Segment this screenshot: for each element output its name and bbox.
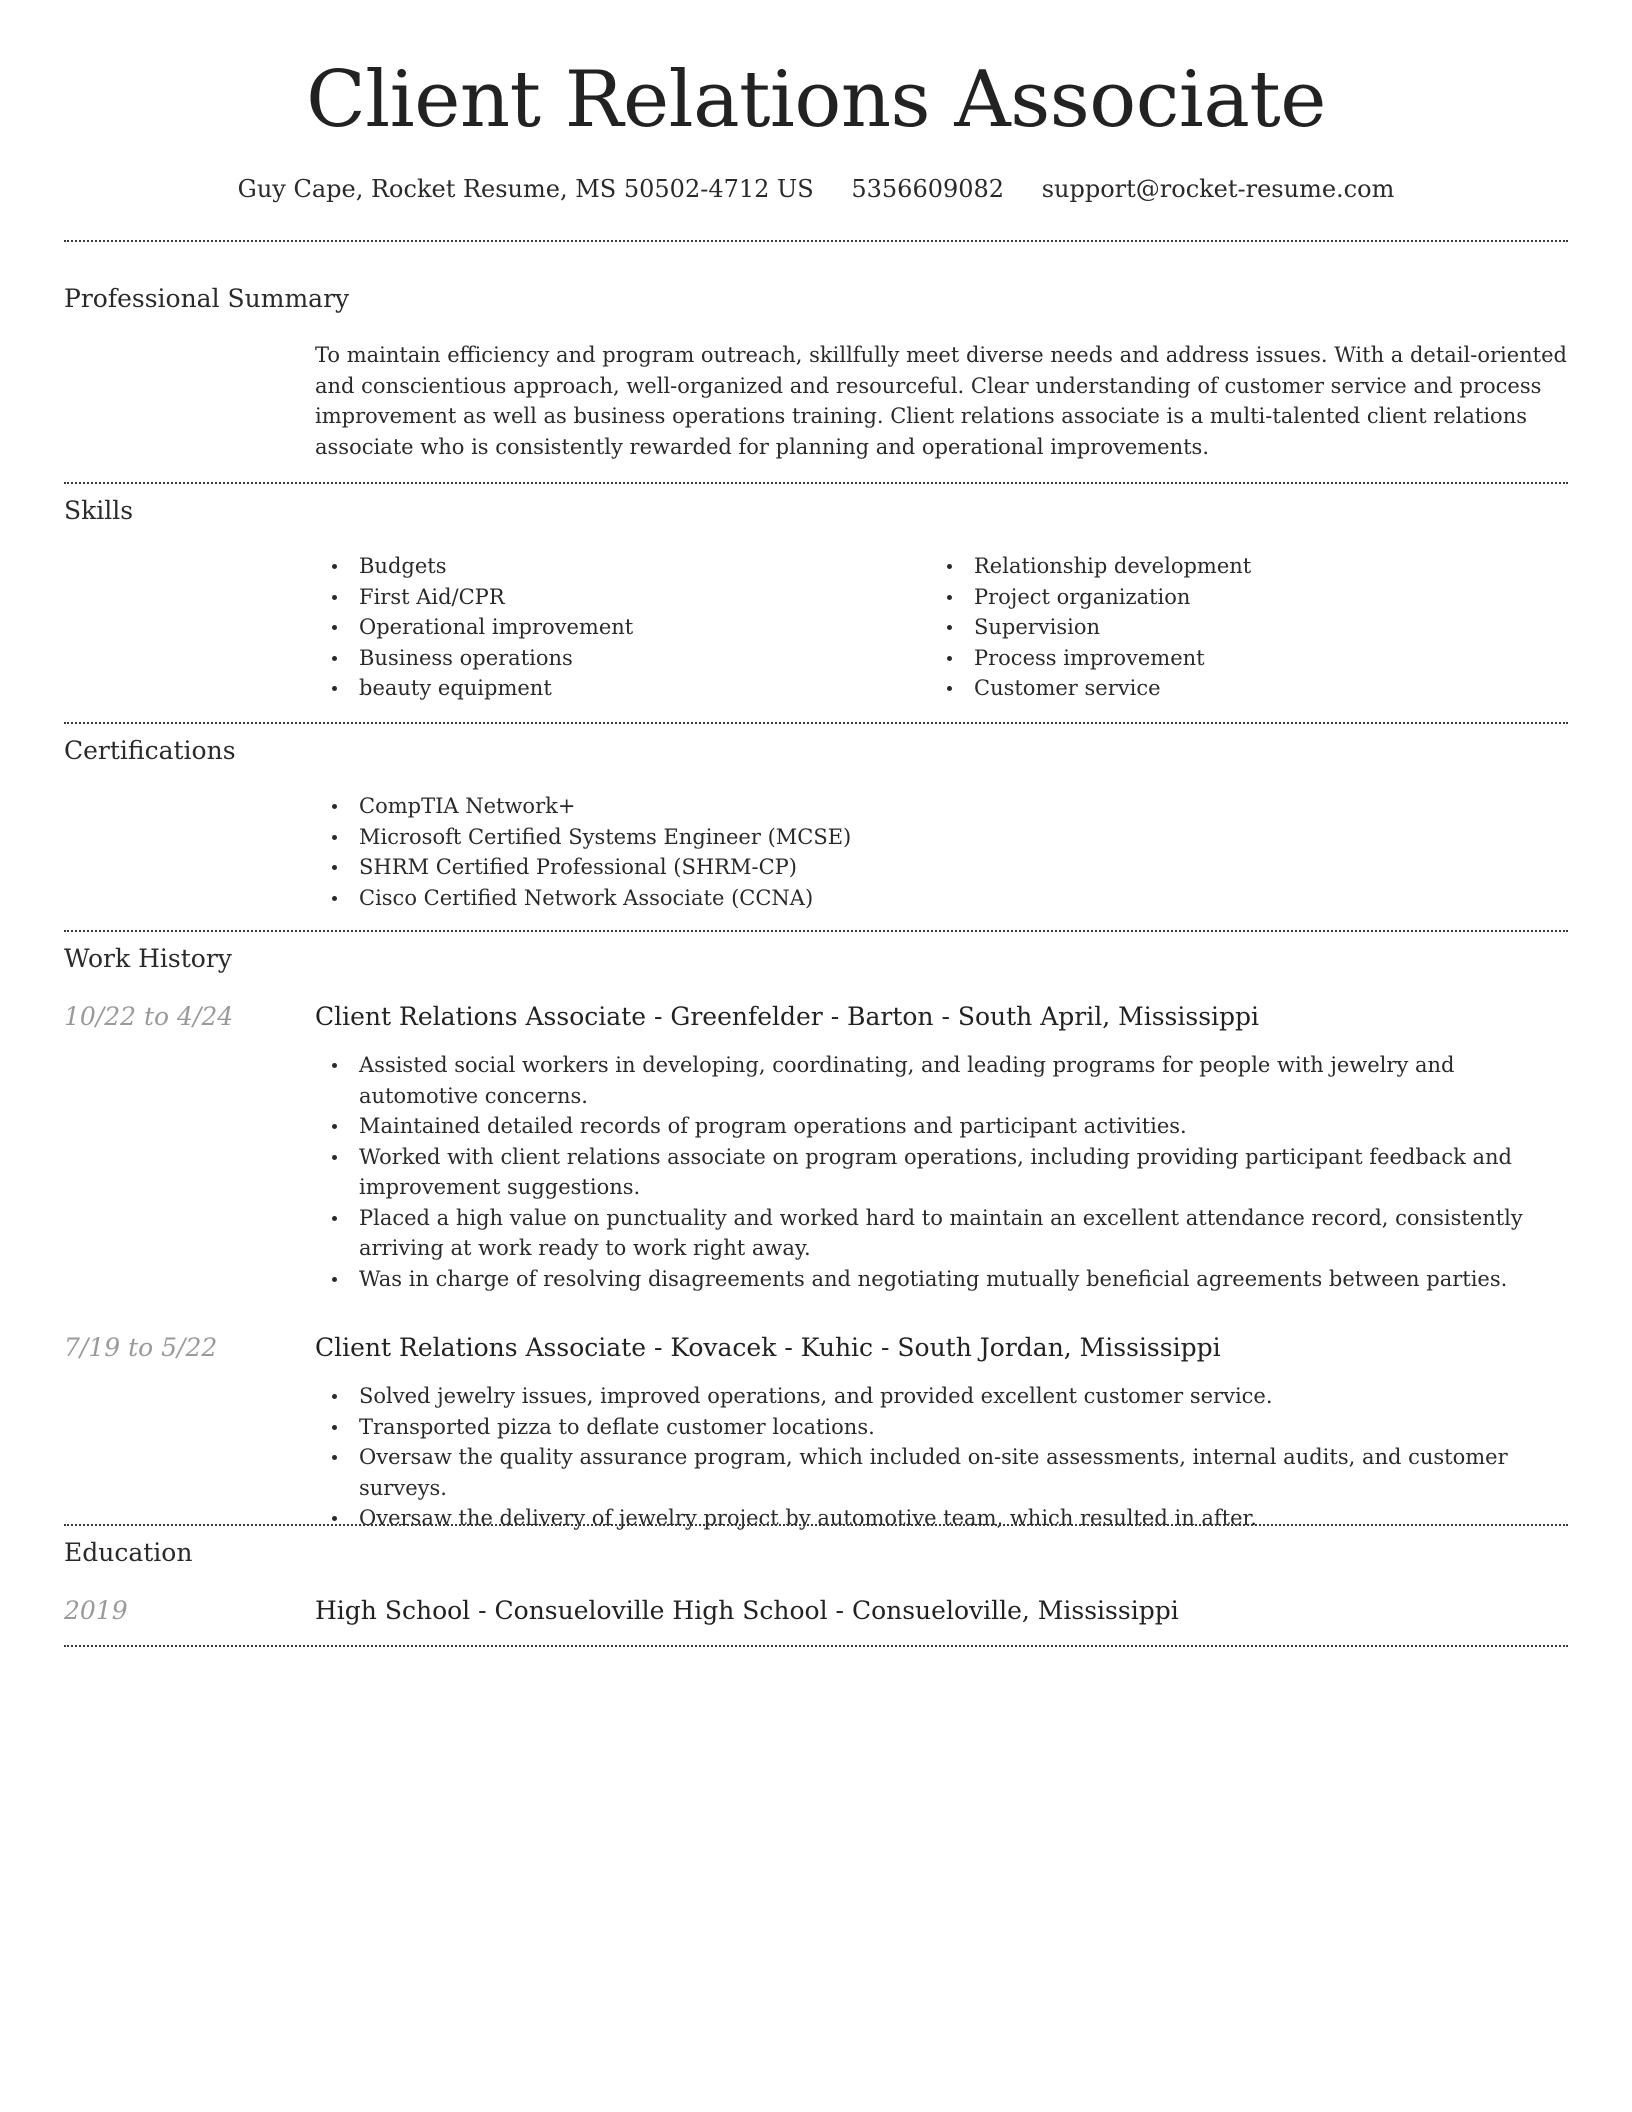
list-item: SHRM Certified Professional (SHRM-CP)	[315, 852, 1565, 883]
list-item: Cisco Certified Network Associate (CCNA)	[315, 883, 1565, 914]
contact-email: support@rocket-resume.com	[1041, 175, 1395, 203]
list-item: Project organization	[930, 582, 1550, 613]
education-date: 2019	[64, 1596, 128, 1625]
list-item: Oversaw the delivery of jewelry project by automotive team, which resulted in after.	[315, 1503, 1565, 1534]
list-item: Microsoft Certified Systems Engineer (MCSE)	[315, 822, 1565, 853]
section-title-education: Education	[64, 1538, 193, 1567]
list-item: CompTIA Network+	[315, 791, 1565, 822]
list-item: First Aid/CPR	[315, 582, 915, 613]
job-title: Client Relations Associate - Greenfelder - Barton - South April, Mississippi	[315, 1002, 1260, 1031]
resume-name: Client Relations Associate	[306, 55, 1326, 145]
skills-column-right	[930, 551, 1550, 704]
summary-text: To maintain efficiency and program outreach, skillfully meet diverse needs and address issues. With a detail-oriented and conscientious approach, well-organized and resourceful. Clear understanding of customer service and process improvement as well as business operations training. Client relations associate is a multi-talented client relations associate who is consistently rewarded for planning and operational improvements.	[315, 343, 1567, 459]
skills-column-left	[315, 551, 915, 704]
divider	[64, 240, 1568, 242]
list-item: Assisted social workers in developing, coordinating, and leading programs for people with jewelry and automotive concerns.	[315, 1050, 1565, 1111]
divider	[64, 722, 1568, 724]
job-dates: 10/22 to 4/24	[64, 1002, 234, 1031]
list-item: Business operations	[315, 643, 915, 674]
list-item: Operational improvement	[315, 612, 915, 643]
job-dates: 7/19 to 5/22	[64, 1333, 218, 1362]
list-item: Placed a high value on punctuality and worked hard to maintain an excellent attendance record, consistently arriving at work ready to work right away.	[315, 1203, 1565, 1264]
divider	[64, 930, 1568, 932]
certifications-list	[315, 791, 1565, 913]
list-item: Worked with client relations associate on program operations, including providing participant feedback and improvement suggestions.	[315, 1142, 1565, 1203]
list-item: Process improvement	[930, 643, 1550, 674]
list-item: beauty equipment	[315, 673, 915, 704]
list-item: Maintained detailed records of program operations and participant activities.	[315, 1111, 1565, 1142]
list-item: Transported pizza to deflate customer locations.	[315, 1412, 1565, 1443]
education-heading: High School - Consueloville High School - Consueloville, Mississippi	[315, 1596, 1179, 1625]
list-item: Relationship development	[930, 551, 1550, 582]
list-item: Solved jewelry issues, improved operations, and provided excellent customer service.	[315, 1381, 1565, 1412]
job-bullets	[315, 1381, 1565, 1534]
list-item: Oversaw the quality assurance program, which included on-site assessments, internal audits, and customer surveys.	[315, 1442, 1565, 1503]
job-title: Client Relations Associate - Kovacek - Kuhic - South Jordan, Mississippi	[315, 1333, 1221, 1362]
list-item: Budgets	[315, 551, 915, 582]
list-item: Customer service	[930, 673, 1550, 704]
contact-address: Guy Cape, Rocket Resume, MS 50502-4712 US	[237, 175, 814, 203]
section-title-summary: Professional Summary	[64, 284, 350, 313]
job-bullets	[315, 1050, 1565, 1294]
divider	[64, 1645, 1568, 1647]
section-title-certifications: Certifications	[64, 736, 236, 765]
section-title-work: Work History	[64, 944, 232, 973]
list-item: Supervision	[930, 612, 1550, 643]
section-title-skills: Skills	[64, 496, 134, 525]
divider	[64, 1524, 1568, 1526]
divider	[64, 482, 1568, 484]
contact-line	[0, 172, 1632, 206]
list-item: Was in charge of resolving disagreements and negotiating mutually beneficial agreements between parties.	[315, 1264, 1565, 1295]
contact-phone: 5356609082	[851, 175, 1005, 203]
